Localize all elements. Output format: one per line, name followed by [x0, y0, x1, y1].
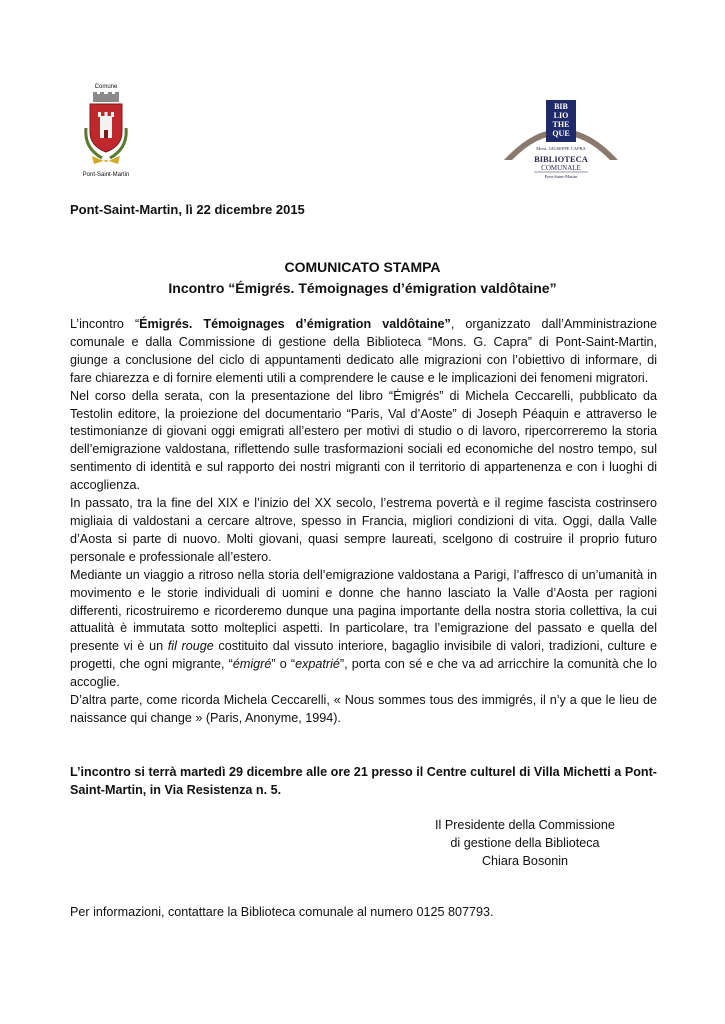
comune-coat-of-arms-logo — [74, 84, 138, 184]
date-line: Pont-Saint-Martin, lì 22 dicembre 2015 — [70, 202, 305, 217]
logo-line-town: Pont-Saint-Martin — [544, 174, 578, 179]
logo-line-biblioteca: BIBLIOTECA — [534, 154, 588, 164]
logo-caption-bottom: Pont-Saint-Martin — [82, 172, 130, 178]
logo-motto: Mons. GIUSEPPE CAPRA — [536, 146, 586, 151]
event-announcement: L’incontro si terrà martedì 29 dicembre alle ore 21 presso il Centre culturel di Villa Michetti a Pont-Saint-Martin, in Via Resistenza n. 5. — [70, 765, 657, 797]
contact-info: Per informazioni, contattare la Biblioteca comunale al numero 0125 807793. — [70, 905, 494, 919]
signature-line-org: di gestione della Biblioteca — [450, 835, 600, 850]
ribbon-icon — [92, 156, 120, 164]
book-line-2: LIO — [553, 111, 569, 120]
signature-line-name: Chiara Bosonin — [481, 853, 569, 868]
signature-block — [410, 817, 640, 871]
logo-line-comunale: COMUNALE — [541, 164, 581, 172]
biblioteca-logo — [500, 96, 622, 188]
paragraph-history: In passato, tra la fine del XIX e l’inizio del XX secolo, l’estrema povertà e il regime fascista costrinsero migliaia di valdostani a cercare altrove, spesso in Francia, migliori condizioni di vita. Oggi, dalla Valle d’Aosta si parte di nuovo. Molti giovani, quasi sempre laureati, scelgono di costruire il proprio futuro personale e professionale all’estero. — [70, 496, 657, 564]
signature-line-role: Il Presidente della Commissione — [435, 818, 615, 832]
crown-icon — [93, 92, 119, 102]
page-subtitle: Incontro “Émigrés. Témoignages d’émigration valdôtaine” — [168, 280, 557, 296]
logo-caption-top: Comune — [94, 84, 118, 90]
paragraph-quote: D’altra parte, come ricorda Michela Ceccarelli, « Nous sommes tous des immigrés, il n’y a que le lieu de naissance qui change » (Paris, Anonyme, 1994). — [70, 693, 657, 725]
paragraph-journey: Mediante un viaggio a ritroso nella storia dell’emigrazione valdostana a Parigi, l’affresco di un’umanità in movimento e le storie individuali di uomini e donne che hanno lasciato la Valle d’Aosta per ragioni differenti, ricostruiremo e ricorderemo dunque una pagina importante della nostra storia collettiva, la cui attualità è immutata sotto molteplici aspetti. In particolare, tra l’emigrazione del passato e quella del presente vi è un fil rouge costituito dal vissuto interiore, bagaglio invisibile di valori, tradizioni, culture e progetti, che ogni migrante, “émigré” o “expatrié”, porta con sé e che va ad arricchire la comunità che lo accoglie. — [70, 567, 658, 690]
paragraph-evening: Nel corso della serata, con la presentazione del libro “Émigrés” di Michela Ceccarelli, pubblicato da Testolin editore, la proiezione del documentario “Paris, Val d’Aoste” di Joseph Péaquin e attraverso le testimonianze di giovani oggi emigrati all’estero per motivi di studio o di lavoro, ripercorreremo la storia dell’emigrazione valdostana, riflettendo sulle trasformazioni sociali ed economiche del nostro tempo, sul sentimento di identità e sul rapporto dei nostri migranti con il territorio di appartenenza e con i luoghi di accoglienza. — [70, 388, 657, 493]
book-line-4: QUE — [552, 129, 570, 138]
coat-of-arms-icon — [78, 92, 134, 172]
press-release-body — [70, 316, 657, 728]
paragraph-intro: L’incontro “Émigrés. Témoignages d’émigration valdôtaine”, organizzato dall’Amministrazione comunale e dalla Commissione di gestione della Biblioteca “Mons. G. Capra” di Pont-Saint-Martin, giunge a conclusione del ciclo di appuntamenti dedicato alle migrazioni con l’obiettivo di informare, di fare chiarezza e di fornire elementi utili a comprendere le cause e le implicazioni dei fenomeni migratori. — [70, 317, 657, 385]
tower-icon — [98, 112, 114, 138]
book-line-3: THE — [552, 120, 570, 129]
page-title: COMUNICATO STAMPA — [284, 259, 441, 275]
book-line-1: BIB — [554, 102, 568, 111]
